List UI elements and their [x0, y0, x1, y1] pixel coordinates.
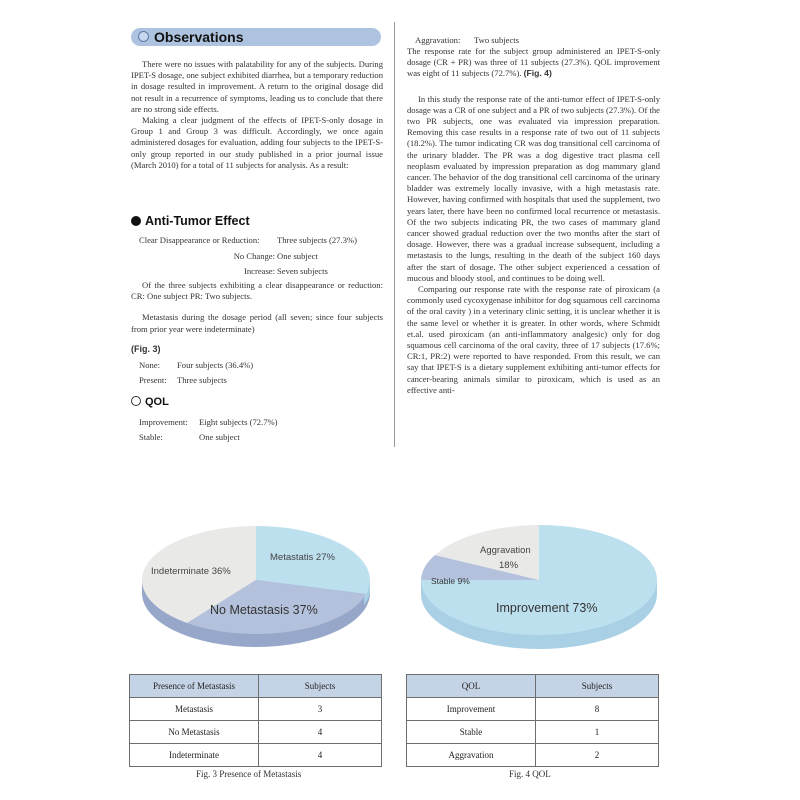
row-value: Three subjects	[177, 375, 227, 385]
row-label: Clear Disappearance or Reduction:	[139, 235, 260, 245]
metastasis-row	[139, 360, 254, 370]
row-label: Aggravation:	[415, 35, 461, 45]
column-header: Subjects	[259, 675, 382, 698]
anti-tumor-detail	[131, 280, 383, 335]
anti-tumor-row	[139, 235, 367, 245]
row-label: Improvement:	[139, 417, 188, 427]
row-value: Three subjects (27.3%)	[277, 235, 357, 245]
column-header: Presence of Metastasis	[130, 675, 259, 698]
row-label: No Change:	[233, 251, 275, 261]
table-header-row	[407, 675, 659, 698]
table-cell: 3	[259, 698, 382, 721]
column-divider	[394, 22, 395, 447]
metastasis-row	[139, 375, 227, 385]
right-column-body	[407, 46, 660, 396]
row-value: One subject	[277, 251, 318, 261]
table-row	[130, 744, 382, 767]
fig4-caption: Fig. 4 QOL	[509, 769, 551, 779]
bullet-ring-icon	[131, 396, 141, 406]
row-value: Two subjects	[474, 35, 519, 45]
fig4-reference: (Fig. 4)	[523, 68, 552, 79]
aggravation-row	[415, 35, 519, 45]
qol-title: QOL	[145, 396, 169, 408]
label-improvement: Improvement 73%	[496, 601, 598, 615]
label-aggravation: Aggravation	[480, 545, 531, 556]
observations-title: Observations	[154, 29, 244, 45]
qol-row	[139, 432, 240, 442]
table-row	[130, 721, 382, 744]
anti-tumor-paragraph-1: Of the three subjects exhibiting a clear disappearance or reduction: CR: One subject PR: Two subjects.	[131, 280, 383, 302]
qol-heading	[131, 396, 169, 408]
table-cell: 1	[536, 721, 659, 744]
label-aggravation-percent: 18%	[499, 560, 519, 571]
column-header: QOL	[407, 675, 536, 698]
table-row	[407, 721, 659, 744]
row-label: None:	[139, 360, 161, 370]
row-label: Present:	[139, 375, 167, 385]
piroxicam-paragraph: Comparing our response rate with the response rate of piroxicam (a commonly used cycoxygenase inhibitor for dog squamous cell carcinoma of the oral cavity ) in a veterinary clinic setting, it is unclear whether it is the same level or whether it is greater. In other words, where Schmidt et.al. used piroxicam (an anti-inflammatory analgesic) only for dog squamous cell carcinoma of the oral cavity, three of 17 subjects (17.6%; CR:1, PR:2) were reported to have responded. From this result, we can say that IPET-S is a dietary supplement exhibiting anti-tumor effects for cancer-bearing animals similar to piroxicam, which is used as an effective anti-	[407, 284, 660, 395]
observations-body	[131, 58, 383, 171]
row-value: Seven subjects	[277, 266, 328, 276]
row-value: One subject	[199, 432, 240, 442]
fig3-table	[129, 674, 382, 767]
table-cell: Stable	[407, 721, 536, 744]
table-cell: No Metastasis	[130, 721, 259, 744]
row-label: Increase:	[243, 266, 275, 276]
response-rate-paragraph	[407, 46, 660, 80]
circle-icon	[138, 31, 149, 42]
table-row	[130, 698, 382, 721]
table-cell: 4	[259, 744, 382, 767]
observations-paragraph-1: There were no issues with palatability for any of the subjects. During IPET-S dosage, one subject exhibited diarrhea, but a temporary reduction in dosage resulted in improvement. A return to the original dosage did not result in a recurrence of symptoms, leading us to conclude that there are no strong side effects.	[131, 59, 383, 114]
response-rate-text: The response rate for the subject group administered an IPET-S-only dosage (CR + PR) was three of 11 subjects (27.3%). QOL improvement was eight of 11 subjects (72.7%).	[407, 46, 660, 79]
label-stable: Stable 9%	[431, 576, 470, 586]
anti-tumor-heading	[131, 214, 250, 228]
table-cell: Indeterminate	[130, 744, 259, 767]
fig3-pie-chart	[138, 522, 378, 652]
label-metastasis: Metastatis 27%	[270, 552, 335, 563]
fig3-caption: Fig. 3 Presence of Metastasis	[196, 769, 302, 779]
table-row	[407, 744, 659, 767]
qol-row	[139, 417, 278, 427]
row-value: Eight subjects (72.7%)	[199, 417, 278, 427]
study-response-paragraph: In this study the response rate of the anti-tumor effect of IPET-S-only dosage was a CR of one subject and a PR of two subjects (27.3%). Of the two PR subjects, one was evaluated via impression preparation. Removing this case results in a response rate of two out of 11 subjects (18.2%). The tumor indicating CR was dog transitional cell carcinoma of the urinary bladder. The PR was a dog digestive tract plasma cell neoplasm evaluated by impression preparation as dog mammary gland cancer. The behavior of the dog transitional cell carcinoma of the urinary bladder was extremely locally invasive, with a high metastasis rate. However, having confirmed with hospitals that used the supplement, two years later, there have been no confirmed local recurrence or metastasis. Of the two subjects indicating PR, the two cases of mammary gland cancer showed gradual reduction over the two months after the start of dosage. However, there was a gradual increase subsequent, including a metastasis to the lungs, resulting in the death of the subject 160 days after the start of dosage. The other subject experienced a cessation of mucous and bloody stool, and continues to be doing well.	[407, 93, 660, 283]
table-cell: 4	[259, 721, 382, 744]
anti-tumor-title: Anti-Tumor Effect	[145, 214, 250, 228]
column-header: Subjects	[536, 675, 659, 698]
table-header-row	[130, 675, 382, 698]
table-cell: 2	[536, 744, 659, 767]
fig3-reference: (Fig. 3)	[131, 344, 161, 354]
table-cell: Aggravation	[407, 744, 536, 767]
table-row	[407, 698, 659, 721]
fig4-table	[406, 674, 659, 767]
row-value: Four subjects (36.4%)	[177, 360, 254, 370]
anti-tumor-paragraph-2: Metastasis during the dosage period (all seven; since four subjects from prior year were indeterminate)	[131, 312, 383, 334]
label-indeterminate: Indeterminate 36%	[151, 566, 231, 577]
label-no-metastasis: No Metastasis 37%	[210, 603, 318, 617]
table-cell: 8	[536, 698, 659, 721]
table-cell: Improvement	[407, 698, 536, 721]
observations-banner	[131, 28, 381, 46]
observations-paragraph-2: Making a clear judgment of the effects of IPET-S-only dosage in Group 1 and Group 3 was difficult. Accordingly, we once again administered dosages for evaluation, adding four subjects to the IPET-S-only group reported in our study published in a prior journal issue (March 2010) for a total of 11 subjects for analysis. As a result:	[131, 115, 383, 170]
row-label: Stable:	[139, 432, 163, 442]
fig4-pie-chart	[416, 522, 666, 657]
table-cell: Metastasis	[130, 698, 259, 721]
bullet-dot-icon	[131, 216, 141, 226]
